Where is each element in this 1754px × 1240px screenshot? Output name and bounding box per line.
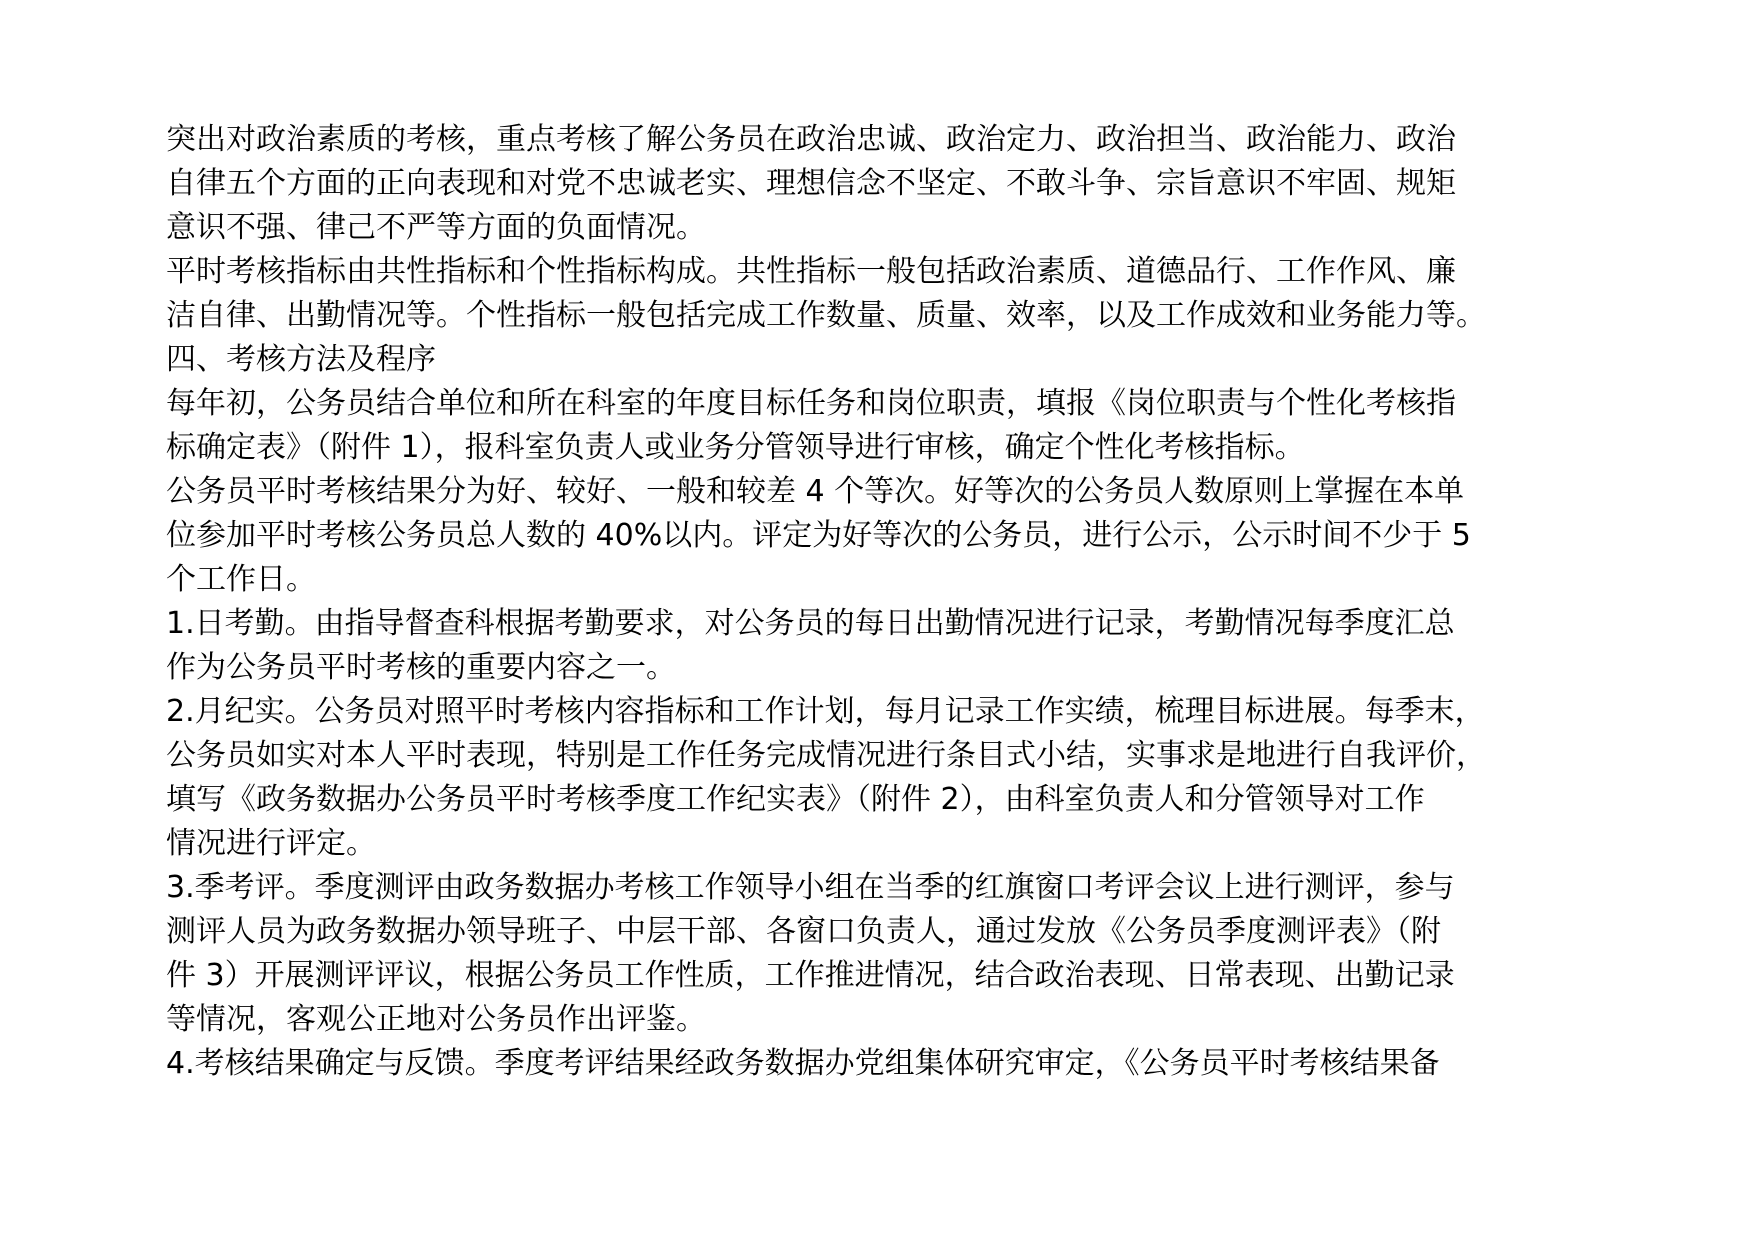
text-line: 公务员如实对本人平时表现，特别是工作任务完成情况进行条目式小结，实事求是地进行自我评价，	[166, 738, 1486, 773]
text-line: 洁自律、出勤情况等。个性指标一般包括完成工作数量、质量、效率，以及工作成效和业务能力等。	[166, 298, 1486, 333]
text-line: 情况进行评定。	[166, 826, 376, 861]
text-line: 标确定表》（附件 1），报科室负责人或业务分管领导进行审核，确定个性化考核指标。	[166, 430, 1305, 465]
section-heading: 四、考核方法及程序	[166, 342, 436, 377]
document-body	[166, 118, 1646, 1086]
text-line: 平时考核指标由共性指标和个性指标构成。共性指标一般包括政治素质、道德品行、工作作风、廉	[166, 254, 1456, 289]
text-line: 意识不强、律己不严等方面的负面情况。	[166, 210, 706, 245]
text-line: 等情况，客观公正地对公务员作出评鉴。	[166, 1002, 706, 1037]
text-line: 测评人员为政务数据办领导班子、中层干部、各窗口负责人，通过发放《公务员季度测评表》（附	[166, 914, 1441, 949]
text-line: 位参加平时考核公务员总人数的 40%以内。评定为好等次的公务员，进行公示，公示时间不少于 5	[166, 518, 1471, 553]
text-line: 填写《政务数据办公务员平时考核季度工作纪实表》（附件 2），由科室负责人和分管领导对工作	[166, 782, 1425, 817]
text-line: 作为公务员平时考核的重要内容之一。	[166, 650, 676, 685]
text-line: 自律五个方面的正向表现和对党不忠诚老实、理想信念不坚定、不敢斗争、宗旨意识不牢固、规矩	[166, 166, 1456, 201]
text-line: 3.季考评。季度测评由政务数据办考核工作领导小组在当季的红旗窗口考评会议上进行测评，参与	[166, 870, 1455, 905]
text-line: 件 3）开展测评评议，根据公务员工作性质，工作推进情况，结合政治表现、日常表现、出勤记录	[166, 958, 1455, 993]
text-line: 个工作日。	[166, 562, 316, 597]
text-line: 4.考核结果确定与反馈。季度考评结果经政务数据办党组集体研究审定，《公务员平时考核结果备	[166, 1046, 1440, 1081]
text-line: 突出对政治素质的考核，重点考核了解公务员在政治忠诚、政治定力、政治担当、政治能力、政治	[166, 122, 1456, 157]
text-line: 1.日考勤。由指导督查科根据考勤要求，对公务员的每日出勤情况进行记录，考勤情况每季度汇总	[166, 606, 1455, 641]
text-line: 2.月纪实。公务员对照平时考核内容指标和工作计划，每月记录工作实绩，梳理目标进展。每季末，	[166, 694, 1485, 729]
text-line: 每年初，公务员结合单位和所在科室的年度目标任务和岗位职责，填报《岗位职责与个性化考核指	[166, 386, 1456, 421]
text-line: 公务员平时考核结果分为好、较好、一般和较差 4 个等次。好等次的公务员人数原则上掌握在本单	[166, 474, 1465, 509]
